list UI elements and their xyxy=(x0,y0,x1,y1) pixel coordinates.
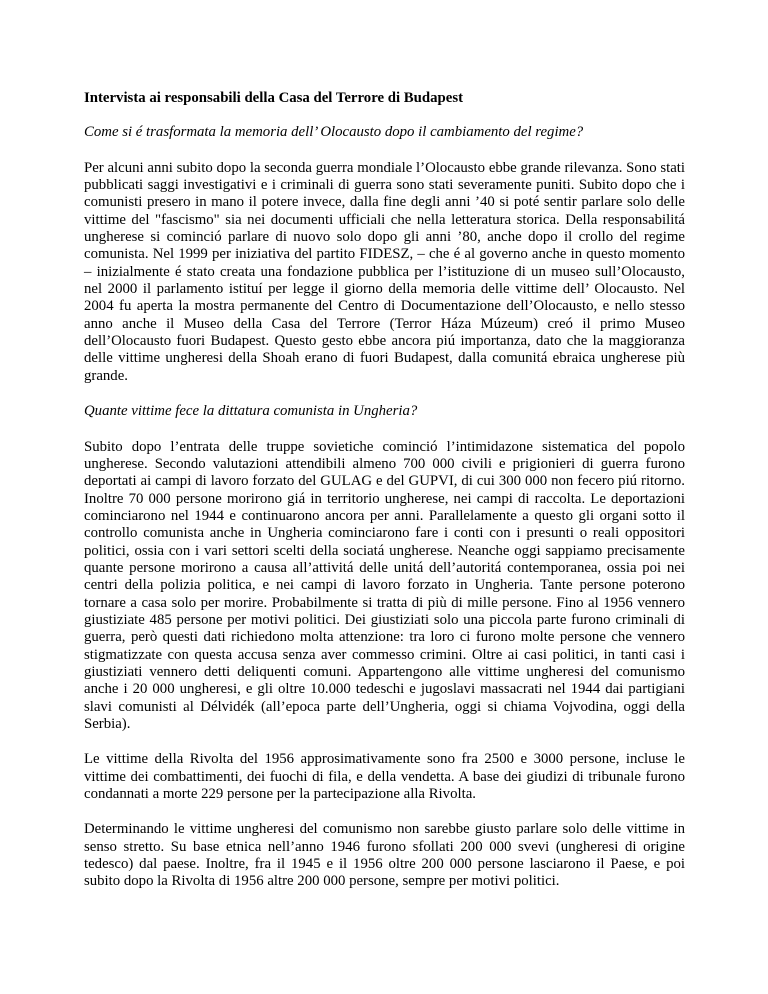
paragraph-emigration: Determinando le vittime ungheresi del comunismo non sarebbe giusto parlare solo delle vittime in senso stretto. Su base etnica nell’anno 1946 furono sfollati 200 000 svevi (ungheresi di origine tedesco) dal paese. Inoltre, fra il 1945 e il 1956 oltre 200 000 persone lasciarono il Paese, e poi subito dopo la Rivolta di 1956 altre 200 000 persone, sempre per motivi politici. xyxy=(84,821,685,890)
document-title: Intervista ai responsabili della Casa del Terrore di Budapest xyxy=(84,90,464,106)
answer-communist-victims: Subito dopo l’entrata delle truppe sovietiche cominció l’intimidazone sistematica del popolo ungherese. Secondo valutazioni attendibili almeno 700 000 civili e prigionieri di guerra furono deportati ai campi di lavoro forzato del GULAG e del GUPVI, di cui 300 000 non fecero piú ritorno. Inoltre 70 000 persone morirono giá in territorio ungherese, nei campi di raccolta. Le deportazioni cominciarono nel 1944 e continuarono ancora per anni. Parallelamente a questo gli organi sotto il controllo comunista anche in Ungheria cominciarono fare i conti con i presunti o reali oppositori politici, ossia con i vari settori scelti della sociatá ungherese. Neanche oggi sappiamo precisamente quante persone morirono a causa all’attivitá delle unitá dell’autoritá contemporanea, ossia poi nei centri della polizia politica, e nei campi di lavoro forzato in Ungheria. Tante persone poterono tornare a casa solo per morire. Probabilmente si tratta di più di mille persone. Fino al 1956 vennero giustiziate 485 persone per motivi politici. Dei giustiziati solo una piccola parte furono criminali di guerra, però questi dati richiedono molta attenzione: tra loro ci furono molte persone che vennero stigmatizzate con questa accusa senza aver commesso crimini. Oltre ai casi politici, in tanti casi i giustiziati vennero detti deliquenti comuni. Appartengono alle vittime ungheresi del comunismo anche i 20 000 ungheresi, e gli oltre 10.000 tedeschi e jugoslavi massacrati nel 1944 dai partigiani slavi comunisti al Délvidék (all’epoca parte dell’Ungheria, oggi si chiama Vojvodina, oggi della Serbia). xyxy=(84,438,685,732)
paragraph-1956-revolt: Le vittime della Rivolta del 1956 approsimativamente sono fra 2500 e 3000 persone, incluse le vittime dei combattimenti, dei fuochi di fila, e della vendetta. A base dei giudizi di tribunale furono condannati a morte 229 persone per la partecipazione alla Rivolta. xyxy=(84,751,685,803)
document-page xyxy=(84,90,685,909)
question-holocaust-memory: Come si é trasformata la memoria dell’ Olocausto dopo il cambiamento del regime? xyxy=(84,124,584,141)
answer-holocaust-memory: Per alcuni anni subito dopo la seconda guerra mondiale l’Olocausto ebbe grande rilevanza. Sono stati pubblicati saggi investigativi e i criminali di guerra sono stati severamente puniti. Subito dopo che i comunisti presero in mano il potere invece, dalla fine degli anni ’40 si poté sentir parlare solo delle vittime del "fascismo" sia nei documenti ufficiali che nella letteratura storica. Della responsabilitá ungherese si cominció parlare di nuovo solo dopo gli anni ’80, anche dopo il crollo del regime comunista. Nel 1999 per iniziativa del partito FIDESZ, – che é al governo anche in questo momento – inizialmente é stato creata una fondazione pubblica per l’istituzione di un museo sull’Olocausto, nel 2000 il parlamento istituí per legge il giorno della memoria delle vittime dell’ Olocausto. Nel 2004 fu aperta la mostra permanente del Centro di Documentazione dell’Olocausto, e nello stesso anno anche il Museo della Casa del Terrore (Terror Háza Múzeum) creó il primo Museo dell’Olocausto fuori Budapest. Questo gesto ebbe ancora piú importanza, dato che la maggioranza delle vittime ungheresi della Shoah erano di fuori Budapest, dalla comunitá ebraica ungherese più grande. xyxy=(84,159,685,384)
question-communist-victims: Quante vittime fece la dittatura comunista in Ungheria? xyxy=(84,403,418,420)
